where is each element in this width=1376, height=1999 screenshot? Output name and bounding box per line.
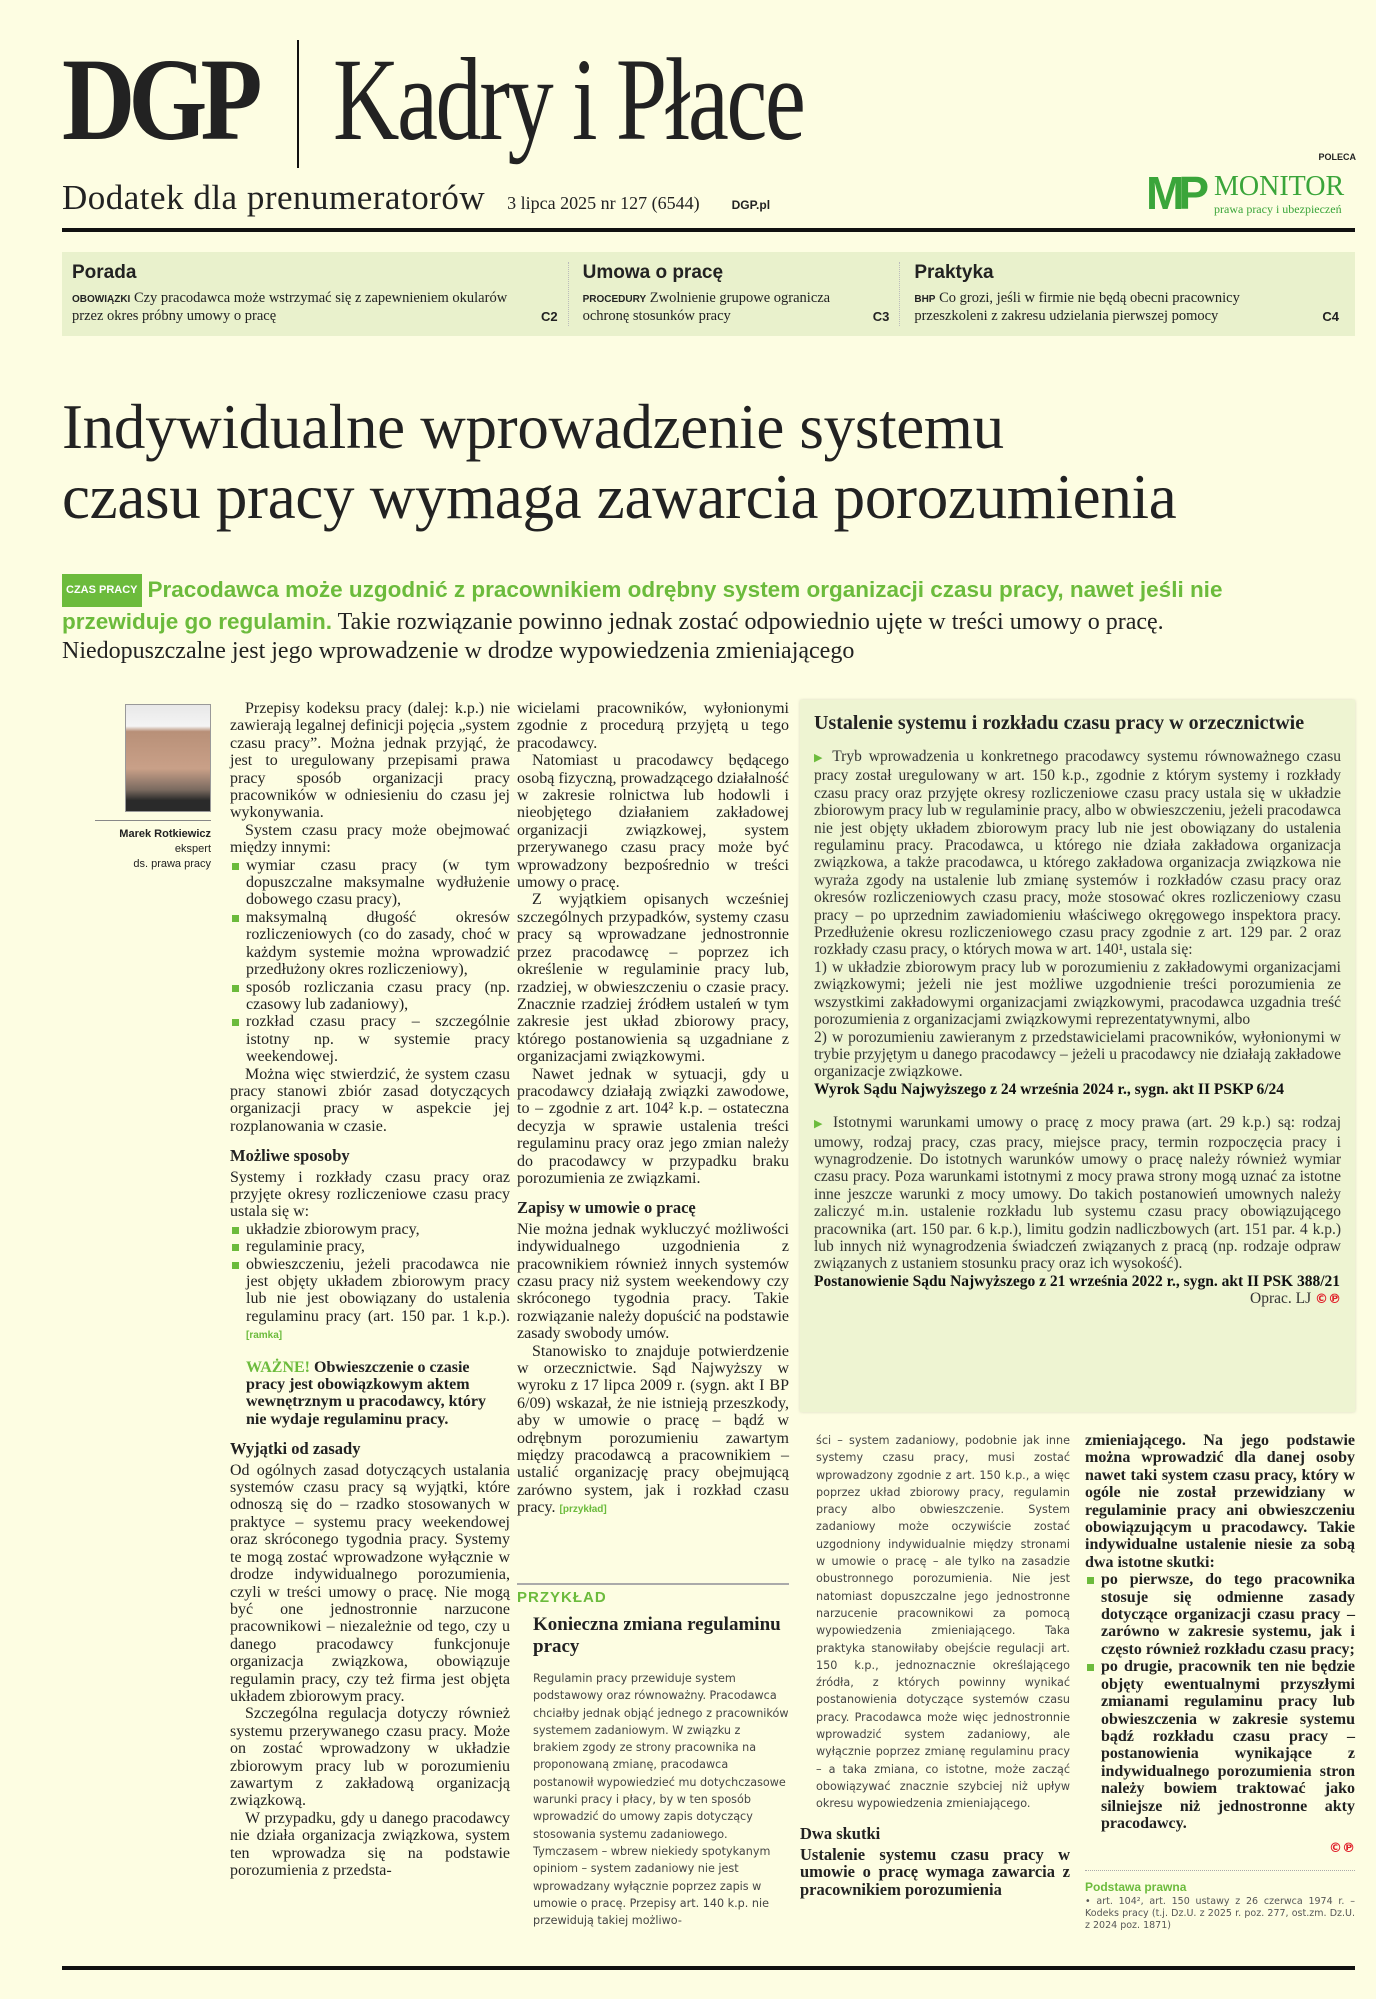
- box-footer: [814, 1290, 1341, 1308]
- teaser-headline: Czy pracodawca może wstrzymać się z zapewnieniem okularów przez okres próbny umowy o pracę: [72, 290, 508, 324]
- partner-poleca: POLECA: [1318, 152, 1356, 162]
- list-item: rozkład czasu pracy – szczególnie istotny np. w systemie pracy weekendowej.: [230, 1013, 510, 1065]
- paragraph: Systemy i rozkłady czasu pracy oraz przyjęte okresy rozliczeniowe czasu pracy ustala się w:: [230, 1168, 510, 1221]
- paragraph: Przepisy kodeksu pracy (dalej: k.p.) nie zawierają legalnej definicji pojęcia „system czasu pracy”. Można jednak przyjąć, że jest to uregulowany przepisami prawa pracy sposób organizacji pracy pracowników w odniesieniu do czasu jej wykonywania.: [230, 700, 510, 822]
- author-photo: [125, 704, 211, 812]
- box-text: Tryb wprowadzenia u konkretnego pracodawcy systemu równoważnego czasu pracy został uregulowany w art. 150 k.p., zgodnie z którym systemy i rozkłady czasu pracy oraz przyjęte okresy rozliczeniowe czasu pracy ustala się w układzie zbiorowym pracy lub w regulaminie pracy, albo w obwieszczeniu, jeżeli pracodawca nie jest objęty układem zbiorowym pracy lub nie jest obowiązany do ustalenia regulaminu pracy. Pracodawca, u którego nie działa zakładowa organizacja związkowa, a także pracodawca, u którego zakładowa organizacja związkowa nie wyraża zgody na ustalenie lub zmianę systemów i rozkładów czasu pracy oraz okresów rozliczeniowych czasu pracy, może stosować okres rozliczeniowy czasu pracy – po uprzednim zawiadomieniu właściwego okręgowego inspektora pracy. Przedłużenie okresu rozliczeniowego czasu pracy zgodnie z art. 129 par. 2 oraz rozkłady czasu pracy, o których mowa w art. 140¹, ustala się:: [814, 748, 1341, 959]
- issue-line: [62, 178, 770, 218]
- list-item: wymiar czasu pracy (w tym dopuszczalne maksymalne wydłużenie dobowego czasu pracy),: [230, 857, 510, 909]
- teaser-headline: Zwolnienie grupowe ogranicza ochronę stosunków pracy: [582, 290, 831, 324]
- teaser-strip: [62, 252, 1355, 336]
- example-box: [517, 1583, 789, 1929]
- list-item: układzie zbiorowym pracy,: [230, 1221, 510, 1238]
- teaser-section: Praktyka: [914, 262, 994, 283]
- paragraph: Nawet jednak w sytuacji, gdy u pracodawcy działają związki zawodowe, to – zgodnie z art. 104² k.p. – ostateczna decyzja w sprawie ustalenia treści regulaminu pracy oraz jego zmian należy do pracodawcy w przypadku braku porozumienia ze związkami.: [517, 1065, 789, 1187]
- teaser-page: C2: [540, 309, 558, 324]
- article-column-2: [517, 700, 789, 1519]
- lead-highlight: Pracodawca może uzgodnić z pracownikiem odrębny system organizacji czasu pracy, nawet jeśli nie przewiduje go regulamin.: [62, 577, 1223, 634]
- example-text-continued: ści – system zadaniowy, podobnie jak inne systemy czasu pracy, musi zostać wprowadzony zgodnie z art. 150 k.p., a więc poprzez układ zbiorowy pracy, regulamin pracy albo obwieszczenie. System zadaniowy może oczywiście zostać uzgodniony indywidualnie między stronami w umowie o pracę – ale tylko na zasadzie obustronnego porozumienia. Nie jest natomiast dopuszczalne jego jednostronne narzucenie pracownikowi za pomocą wypowiedzenia zmieniającego. Taka praktyka stanowiłaby obejście regulacji art. 150 k.p., jednoznacznie określającego źródła, z których powinny wynikać postanowienia dotyczące systemów czasu pracy. Pracodawca może więc jednostronnie wprowadzić system zadaniowy, ale wyłącznie poprzez zmianę regulaminu pracy – a taka zmiana, co istotne, może zacząć obowiązywać znacznie szybciej niż upływ okresu wypowiedzenia zmieniającego.: [816, 1434, 1070, 1811]
- list-item: po drugie, pracownik ten nie będzie objęty ewentualnymi przyszłymi zmianami regulaminu pracy lub obwieszczenia w zakresie systemu bądź rozkładu czasu pracy – postanowienia wynikające z indywidualnego porozumienia stron należy bowiem traktować jako silniejsze niż jednostronne akty pracodawcy.: [1085, 1658, 1355, 1832]
- paragraph: Nie można jednak wykluczyć możliwości indywidualnego uzgodnienia z pracownikiem również innych systemów czasu pracy niż system weekendowy czy skróconego tygodnia pracy. Takie rozwiązanie należy dopuścić na podstawie zasady swobody umów.: [517, 1220, 789, 1343]
- footer-rule: [62, 1966, 1355, 1970]
- list-item: [230, 1256, 510, 1345]
- masthead-divider: [297, 40, 299, 168]
- box-text: 1) w układzie zbiorowym pracy lub w porozumieniu z zakładowymi organizacjami związkowymi; jeżeli nie jest możliwe uzgodnienie treści porozumienia ze wszystkimi zakładowymi organizacjami związkowymi, pracodawca uzgadnia treść porozumienia z organizacjami związkowymi reprezentatywnymi, albo: [814, 958, 1341, 1029]
- article-column-3: [800, 1432, 1070, 1898]
- teaser-section: Porada: [72, 262, 137, 283]
- example-label: PRZYKŁAD: [517, 1589, 607, 1606]
- legal-basis-text: • art. 104², art. 150 ustawy z 26 czerwca 1974 r. – Kodeks pracy (t.j. Dz.U. z 2025 r. poz. 277, ost.zm. Dz.U. z 2024 poz. 1871): [1085, 1896, 1355, 1932]
- legal-basis-title: Podstawa prawna: [1085, 1879, 1187, 1894]
- important-note: [246, 1359, 510, 1429]
- box-title: Ustalenie systemu i rozkładu czasu pracy w orzecznictwie: [814, 712, 1305, 734]
- headline-line: czasu pracy wymaga zawarcia porozumienia: [62, 462, 1177, 532]
- teaser-praktyka[interactable]: [899, 262, 1349, 326]
- teaser-page: C4: [1322, 309, 1339, 324]
- copyright-icon: ©℗: [1329, 1841, 1355, 1857]
- article-column-1: [230, 700, 510, 1879]
- masthead: [62, 30, 936, 170]
- paragraph: Z wyjątkiem opisanych wcześniej szczególnych przypadków, systemy czasu pracy są wprowadzane jednostronnie przez pracodawcę – poprzez ich określenie w regulaminie pracy lub, rzadziej, w obwieszczeniu o czasie pracy. Znacznie rzadziej źródłem ustaleń w tym zakresie jest układ zbiorowy pracy, którego postanowienia są uzgadniane z organizacjami związkowymi.: [517, 891, 789, 1066]
- list-item: sposób rozliczania czasu pracy (np. czasowy lub zadaniowy),: [230, 979, 510, 1014]
- partner-logo: [1146, 152, 1356, 222]
- list-item: po pierwsze, do tego pracownika stosuje się odmienne zasady dotyczące organizacji czasu pracy – zarówno w zakresie systemu, jak i często również rozkładu czasu pracy;: [1085, 1571, 1355, 1658]
- list-item: regulaminie pracy,: [230, 1238, 510, 1255]
- example-text: Regulamin pracy przewiduje system podstawowy oraz równoważny. Pracodawca chciałby jednak objąć jednego z pracowników systemem zadaniowym. W związku z brakiem zgody ze strony pracownika na proponowaną zmianę, pracodawca postanowił wypowiedzieć mu dotychczasowe warunki pracy i płacy, by w ten sposób wprowadzić do umowy zapis dotyczący stosowania systemu zadaniowego. Tymczasem – wbrew niekiedy spotykanym opiniom – system zadaniowy nie jest wprowadzany wyłącznie poprzez zapis w umowie o pracę. Przepisy art. 140 k.p. nie przewidują takiej możliwo-: [533, 1672, 789, 1928]
- monitor-mp-icon: MP: [1146, 167, 1203, 219]
- example-title: Konieczna zmiana regulaminu pracy: [533, 1614, 781, 1657]
- lead-text: Takie rozwiązanie powinno jednak zostać odpowiednio ujęte w treści umowy o pracę. Niedopuszczalne jest jego wprowadzenie w drodze wypowiedzenia zmieniającego: [62, 609, 1164, 664]
- box-author: Oprac. LJ: [1250, 1290, 1312, 1308]
- box-item: [814, 1114, 1341, 1308]
- teaser-page: C3: [872, 309, 890, 324]
- list-item-text: obwieszczeniu, jeżeli pracodawca nie jest objęty układem zbiorowym pracy lub nie jest obowiązany do ustalenia regulaminu pracy (art. 150 par. 1 k.p.).: [246, 1255, 510, 1325]
- teaser-headline: Co grozi, jeśli w firmie nie będą obecni pracownicy przeszkoleni z zakresu udzielania pierwszej pomocy: [914, 290, 1240, 324]
- subheading: Dwa skutki: [800, 1823, 881, 1843]
- paragraph: Szczególna regulacja dotyczy również systemu przerywanego czasu pracy. Może on zostać wprowadzony w układzie zbiorowym pracy lub w porozumieniu zawartym z zakładową organizacją związkową.: [230, 1705, 510, 1810]
- paragraph: Od ogólnych zasad dotyczących ustalania systemów czasu pracy są wyjątki, które odnoszą się do – rzadko stosowanych w praktyce – systemu pracy weekendowej oraz skróconego tygodnia pracy. Systemy te mogą zostać wprowadzone wyłącznie w drodze indywidualnego porozumienia, czyli w treści umowy o pracę. Nie mogą być one jednostronnie narzucone pracownikowi – niezależnie od tego, czy u danego pracodawcy funkcjonuje organizacja związkowa, obowiązuje regulamin pracy, czy też firma jest objęta układem zbiorowym pracy.: [230, 1461, 510, 1705]
- issue-date: 3 lipca 2025 nr 127 (6544): [507, 193, 700, 213]
- important-text: Obwieszczenie o czasie pracy jest obowiązkowym aktem wewnętrznym u pracodawcy, który nie wydaje regulaminu pracy.: [246, 1358, 486, 1428]
- header-rule: [62, 228, 1355, 232]
- bullet-list: [230, 857, 510, 1066]
- paragraph: Można więc stwierdzić, że system czasu pracy stanowi zbiór zasad dotyczących organizacji pracy w aspekcie jej rozplanowania w czasie.: [230, 1065, 510, 1135]
- paragraph: Ustalenie systemu czasu pracy w umowie o pracę wymaga zawarcia z pracownikiem porozumienia: [800, 1844, 1070, 1899]
- case-law-box: [800, 700, 1355, 1412]
- article-column-4: [1085, 1432, 1355, 1932]
- article-headline: [62, 392, 1362, 532]
- box-text: Istotnymi warunkami umowy o pracę z mocy prawa (art. 29 k.p.) są: rodzaj umowy, rodzaj pracy, czas pracy, miejsce pracy, termin rozpoczęcia pracy i wynagrodzenie. Do istotnych warunków umowy o pracę należy również wymiar czasu pracy. Poza warunkami istotnymi z mocy prawa strony mogą uznać za istotne inne jeszcze warunki z mocy umowy. Do takich postanowień umownych należy zaliczyć m.in. ustalenie rozkładu lub systemu czasu pracy obowiązującego pracownika (art. 150 par. 6 k.p.), limitu godzin nadliczbowych (art. 151 par. 4 k.p.) lub innych niż wynagrodzenia świadczeń związanych z pracą (np. rodzaje odpraw związanych z ustaniem stosunku pracy oraz ich wysokość).: [814, 1114, 1341, 1273]
- arrow-bullet-icon: ▶: [814, 752, 826, 764]
- author-role: ds. prawa pracy: [133, 858, 211, 870]
- teaser-umowa[interactable]: [568, 262, 900, 326]
- lead-tag: CZAS PRACY: [62, 574, 142, 607]
- section-title: Kadry i Płace: [333, 34, 804, 165]
- author-role: ekspert: [174, 843, 211, 855]
- paragraph: wicielami pracowników, wyłonionymi zgodnie z procedurą przyjętą u tego pracodawcy.: [517, 700, 789, 752]
- box-item: [814, 748, 1341, 1098]
- court-citation: Wyrok Sądu Najwyższego z 24 września 2024 r., sygn. akt II PSKP 6/24: [814, 1080, 1285, 1098]
- paragraph: Natomiast u pracodawcy będącego osobą fizyczną, prowadzącego działalność w zakresie rolnictwa lub hodowli i nieobjętego działaniem zakładowej organizacji związkowej, system przerywanego czasu pracy może być wprowadzony bezpośrednio w treści umowy o pracę.: [517, 752, 789, 892]
- partner-name: MONITOR: [1214, 171, 1345, 202]
- legal-basis: [1085, 1870, 1355, 1932]
- teaser-tag: PROCEDURY: [582, 294, 647, 305]
- paragraph: W przypadku, gdy u danego pracodawcy nie działa organizacja związkowa, system ten wprowadza się na podstawie porozumienia z przedsta-: [230, 1809, 510, 1879]
- paragraph: zmieniającego. Na jego podstawie można wprowadzić dla danej osoby nawet taki system czasu pracy, który w ogóle nie został przewidziany w regulaminie pracy ani obwieszczeniu obowiązującym u pracodawcy. Takie indywidualne ustalenie niesie za sobą dwa istotne skutki:: [1085, 1432, 1355, 1571]
- site-link[interactable]: DGP.pl: [731, 198, 771, 212]
- court-citation: Postanowienie Sądu Najwyższego z 21 września 2022 r., sygn. akt II PSK 388/21: [814, 1272, 1341, 1290]
- teaser-porada[interactable]: [68, 262, 568, 326]
- dgp-logo: DGP: [62, 34, 256, 165]
- copyright-icon: ©℗: [1315, 1292, 1341, 1308]
- box-reference-link[interactable]: [ramka]: [246, 1330, 283, 1342]
- box-text: 2) w porozumieniu zawieranym z przedstawicielami pracowników, wyłonionymi w trybie przyjętym u danego pracodawcy – jeżeli u pracodawcy nie działają zakładowe organizacje związkowe.: [814, 1028, 1341, 1081]
- teaser-text: [914, 290, 1339, 325]
- teaser-text: [583, 290, 890, 325]
- teaser-tag: OBOWIĄZKI: [72, 294, 131, 305]
- example-reference-link[interactable]: [przykład]: [559, 1504, 607, 1516]
- paragraph: System czasu pracy może obejmować między innymi:: [230, 821, 510, 857]
- paragraph-text: Stanowisko to znajduje potwierdzenie w orzecznictwie. Sąd Najwyższy w wyroku z 17 lipca 2009 r. (sygn. akt I BP 6/09) wskazał, że nie istnieją przeszkody, aby w umowie o pracę – bądź w odrębnym porozumieniu zawartym między pracodawcą a pracownikiem – ustalić organizację pracy obejmującą zarówno system, jak i rozkład czasu pracy.: [517, 1342, 789, 1517]
- partner-tagline: prawa pracy i ubezpieczeń: [1214, 202, 1342, 216]
- arrow-bullet-icon: ▶: [814, 1118, 826, 1131]
- teaser-section: Umowa o pracę: [582, 262, 724, 283]
- list-item: maksymalną długość okresów rozliczeniowych (co do zasady, choć w każdym systemie można wprowadzić przedłużony okres rozliczeniowy),: [230, 909, 510, 979]
- teaser-tag: BHP: [914, 294, 936, 305]
- author-byline: [95, 820, 211, 872]
- bullet-list: [1085, 1571, 1355, 1832]
- author-name: Marek Rotkiewicz: [119, 828, 211, 840]
- subtitle: Dodatek dla prenumeratorów: [62, 178, 486, 217]
- article-lead: [62, 574, 1312, 666]
- headline-line: Indywidualne wprowadzenie systemu: [62, 392, 1004, 462]
- subheading: Możliwe sposoby: [230, 1146, 350, 1166]
- bullet-list: [230, 1221, 510, 1345]
- paragraph: [517, 1343, 789, 1519]
- teaser-text: [72, 290, 558, 325]
- subheading: Zapisy w umowie o pracę: [517, 1198, 696, 1218]
- important-label: WAŻNE!: [246, 1358, 311, 1376]
- subheading: Wyjątki od zasady: [230, 1439, 361, 1459]
